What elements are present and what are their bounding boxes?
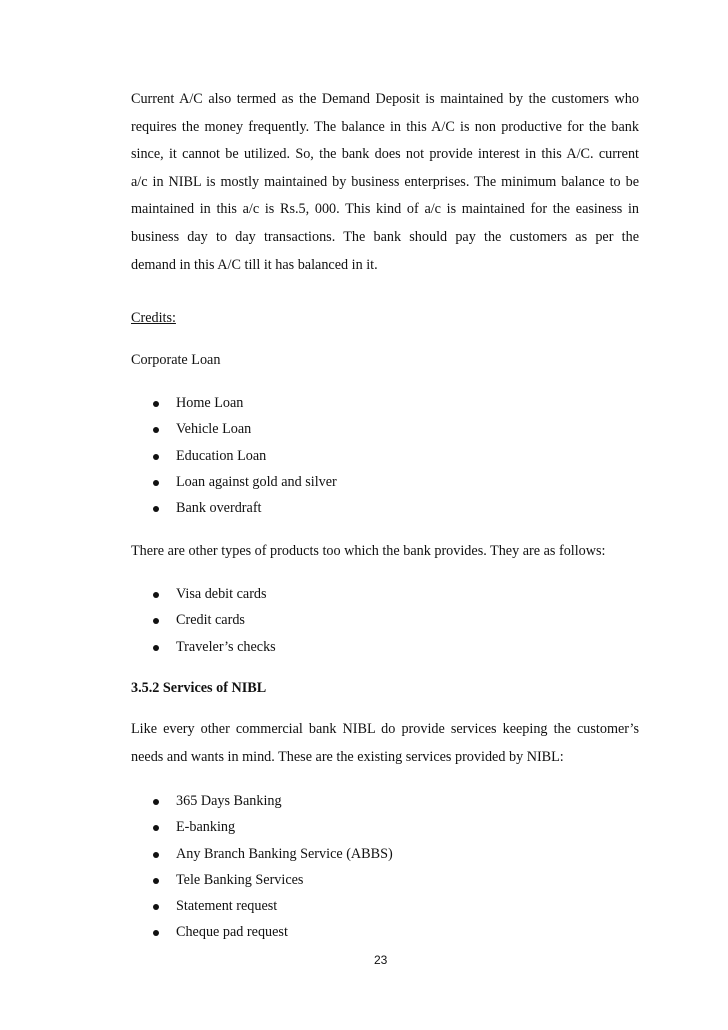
bullet-icon [153,592,159,598]
bullet-icon [153,825,159,831]
list-item [131,446,337,472]
list-item [131,896,393,922]
list-item [131,498,337,524]
intro-line: Current A/C also termed as the Demand Deposit is maintained by the customers who [131,91,639,107]
services-intro [131,716,639,771]
list-item [131,584,276,610]
bullet-icon [153,878,159,884]
list-item [131,870,393,896]
bullet-icon [153,645,159,651]
list-item-label: Visa debit cards [176,586,267,602]
list-item [131,393,337,419]
list-item [131,419,337,445]
intro-paragraph [131,86,639,279]
list-item-label: Traveler’s checks [176,638,276,655]
bullet-icon [153,480,159,486]
list-item-label: Credit cards [176,612,245,629]
other-products-intro: There are other types of products too which the bank provides. They are as follows: [131,543,606,559]
intro-line: maintained in this a/c is Rs.5, 000. This kind of a/c is maintained for the easiness in [131,201,639,218]
services-intro-line: needs and wants in mind. These are the existing services provided by NIBL: [131,748,564,765]
services-list [131,791,393,949]
page-number: 23 [374,953,388,967]
services-heading: 3.5.2 Services of NIBL [131,680,267,696]
list-item-label: Statement request [176,898,278,915]
list-item-label: Tele Banking Services [176,871,304,888]
list-item [131,472,337,498]
list-item [131,817,393,843]
list-item-label: Home Loan [176,395,244,411]
bullet-icon [153,799,159,805]
list-item [131,922,393,948]
intro-line: a/c in NIBL is mostly maintained by business enterprises. The minimum balance to be [131,173,639,190]
bullet-icon [153,506,159,512]
list-item [131,844,393,870]
list-item [131,637,276,663]
list-item-label: Bank overdraft [176,500,262,517]
bullet-icon [153,427,159,433]
bullet-icon [153,904,159,910]
bullet-icon [153,852,159,858]
list-item-label: Education Loan [176,447,267,464]
other-products-list [131,584,276,663]
list-item-label: Loan against gold and silver [176,473,337,490]
intro-line: requires the money frequently. The balance in this A/C is non productive for the bank [131,118,639,135]
list-item-label: E-banking [176,819,236,836]
credits-heading: Credits: [131,310,176,326]
intro-line: business day to day transactions. The bank should pay the customers as per the [131,228,639,245]
list-item [131,791,393,817]
credits-list [131,393,337,524]
services-intro-line: Like every other commercial bank NIBL do provide services keeping the customer’s [131,721,639,737]
bullet-icon [153,454,159,460]
bullet-icon [153,618,159,624]
intro-line: since, it cannot be utilized. So, the bank does not provide interest in this A/C. current [131,146,639,163]
list-item-label: 365 Days Banking [176,793,282,809]
list-item-label: Vehicle Loan [176,421,252,438]
corporate-loan-subheading: Corporate Loan [131,352,221,368]
intro-line: demand in this A/C till it has balanced in it. [131,256,378,273]
list-item [131,610,276,636]
bullet-icon [153,930,159,936]
list-item-label: Cheque pad request [176,924,288,941]
bullet-icon [153,401,159,407]
list-item-label: Any Branch Banking Service (ABBS) [176,845,393,862]
